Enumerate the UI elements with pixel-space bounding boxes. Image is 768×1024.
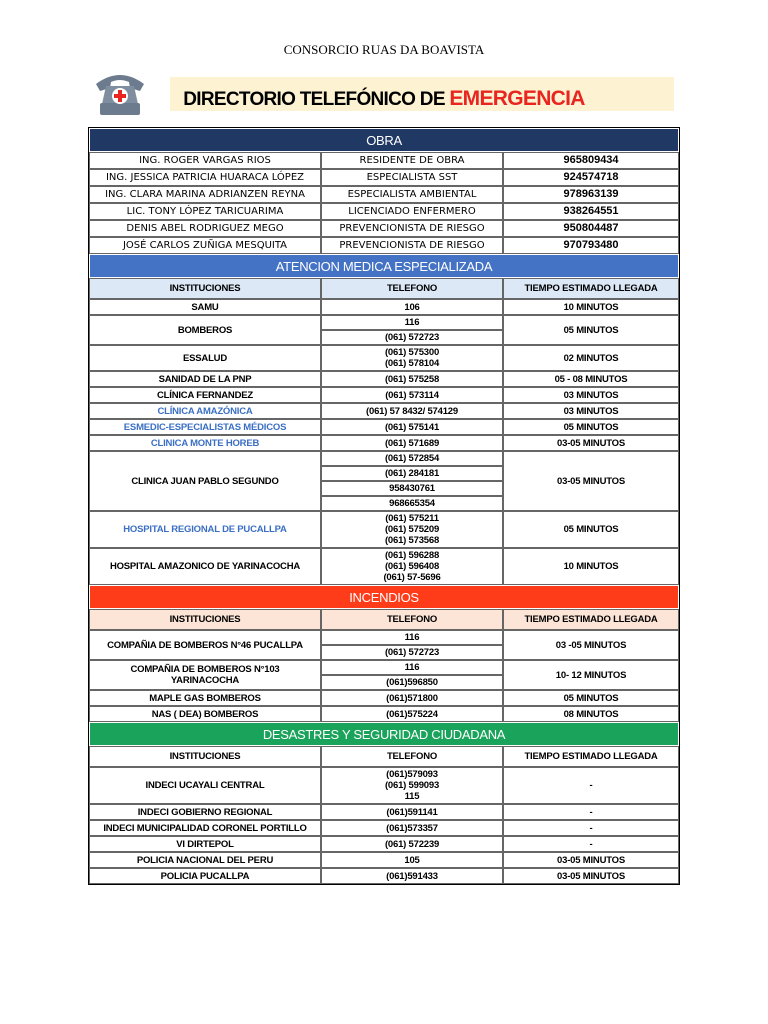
phone-number: 116 <box>321 660 503 675</box>
staff-phone: 970793480 <box>503 237 679 254</box>
staff-row <box>89 203 679 220</box>
phone-number: (061)573357 <box>321 820 503 836</box>
institution-name: CLÍNICA FERNANDEZ <box>89 387 321 403</box>
table-row <box>89 868 679 884</box>
arrival-time: 03 MINUTOS <box>503 403 679 419</box>
phone-number: 958430761 <box>321 481 503 496</box>
table-row <box>89 451 679 466</box>
institution-name: MAPLE GAS BOMBEROS <box>89 690 321 706</box>
arrival-time: 05 MINUTOS <box>503 690 679 706</box>
page-title <box>0 86 768 113</box>
section-title: DESASTRES Y SEGURIDAD CIUDADANA <box>89 722 679 746</box>
staff-role: ESPECIALISTA AMBIENTAL <box>321 186 503 203</box>
phone-number: (061) 572723 <box>321 645 503 660</box>
phone-number: (061) 575258 <box>321 371 503 387</box>
arrival-time: 03 -05 MINUTOS <box>503 630 679 660</box>
column-header-row <box>89 746 679 767</box>
table-row <box>89 315 679 330</box>
institution-name: INDECI MUNICIPALIDAD CORONEL PORTILLO <box>89 820 321 836</box>
column-header-row <box>89 609 679 630</box>
phone-number: 106 <box>321 299 503 315</box>
arrival-time: - <box>503 820 679 836</box>
institution-name: INDECI UCAYALI CENTRAL <box>89 767 321 804</box>
staff-row <box>89 186 679 203</box>
table-row <box>89 511 679 548</box>
table-row <box>89 387 679 403</box>
staff-role: ESPECIALISTA SST <box>321 169 503 186</box>
column-header-tiempo: TIEMPO ESTIMADO LLEGADA <box>503 609 679 630</box>
column-header-instituciones: INSTITUCIONES <box>89 278 321 299</box>
staff-role: PREVENCIONISTA DE RIESGO <box>321 220 503 237</box>
institution-name: ESMEDIC-ESPECIALISTAS MÉDICOS <box>89 419 321 435</box>
institution-name: COMPAÑIA DE BOMBEROS N°103 YARINACOCHA <box>89 660 321 690</box>
section-title: ATENCION MEDICA ESPECIALIZADA <box>89 254 679 278</box>
phone-number: (061) 57 8432/ 574129 <box>321 403 503 419</box>
staff-phone: 978963139 <box>503 186 679 203</box>
staff-role: PREVENCIONISTA DE RIESGO <box>321 237 503 254</box>
arrival-time: 05 MINUTOS <box>503 315 679 345</box>
column-header-instituciones: INSTITUCIONES <box>89 746 321 767</box>
institution-name: HOSPITAL AMAZONICO DE YARINACOCHA <box>89 548 321 585</box>
arrival-time: 05 - 08 MINUTOS <box>503 371 679 387</box>
table-row <box>89 804 679 820</box>
phone-number: 105 <box>321 852 503 868</box>
phone-number: (061) 572723 <box>321 330 503 345</box>
title-text: DIRECTORIO TELEFÓNICO DE <box>183 89 450 110</box>
institution-name: INDECI GOBIERNO REGIONAL <box>89 804 321 820</box>
institution-name: VI DIRTEPOL <box>89 836 321 852</box>
table-row <box>89 548 679 585</box>
section-title: OBRA <box>89 128 679 152</box>
directory-body <box>89 128 679 884</box>
arrival-time: 05 MINUTOS <box>503 419 679 435</box>
title-highlight: EMERGENCIA <box>449 87 585 110</box>
arrival-time: 10 MINUTOS <box>503 548 679 585</box>
phone-number: (061)579093 (061) 599093 115 <box>321 767 503 804</box>
column-header-instituciones: INSTITUCIONES <box>89 609 321 630</box>
column-header-tiempo: TIEMPO ESTIMADO LLEGADA <box>503 278 679 299</box>
arrival-time: 03 MINUTOS <box>503 387 679 403</box>
column-header-telefono: TELEFONO <box>321 278 503 299</box>
arrival-time: 05 MINUTOS <box>503 511 679 548</box>
institution-name: CLÍNICA AMAZÓNICA <box>89 403 321 419</box>
table-row <box>89 345 679 371</box>
arrival-time: 02 MINUTOS <box>503 345 679 371</box>
staff-name: ING. ROGER VARGAS RIOS <box>89 152 321 169</box>
table-row <box>89 630 679 645</box>
phone-number: (061)591433 <box>321 868 503 884</box>
obra-section-header <box>89 128 679 152</box>
institution-name: SANIDAD DE LA PNP <box>89 371 321 387</box>
column-header-tiempo: TIEMPO ESTIMADO LLEGADA <box>503 746 679 767</box>
staff-name: JOSÉ CARLOS ZUÑIGA MESQUITA <box>89 237 321 254</box>
staff-row <box>89 169 679 186</box>
company-name: CONSORCIO RUAS DA BOAVISTA <box>283 42 485 57</box>
column-header-telefono: TELEFONO <box>321 746 503 767</box>
arrival-time: 03-05 MINUTOS <box>503 868 679 884</box>
phone-number: (061)571800 <box>321 690 503 706</box>
institution-name: HOSPITAL REGIONAL DE PUCALLPA <box>89 511 321 548</box>
staff-name: ING. JESSICA PATRICIA HUARACA LÓPEZ <box>89 169 321 186</box>
phone-number: (061)596850 <box>321 675 503 690</box>
table-row <box>89 767 679 804</box>
staff-row <box>89 220 679 237</box>
table-row <box>89 371 679 387</box>
phone-number: (061) 575300 (061) 578104 <box>321 345 503 371</box>
table-row <box>89 403 679 419</box>
institution-name: CLINICA JUAN PABLO SEGUNDO <box>89 451 321 511</box>
incendios-section-header <box>89 585 679 609</box>
phone-number: (061)591141 <box>321 804 503 820</box>
staff-row <box>89 237 679 254</box>
institution-name: POLICIA NACIONAL DEL PERU <box>89 852 321 868</box>
institution-name: COMPAÑIA DE BOMBEROS N°46 PUCALLPA <box>89 630 321 660</box>
emergency-directory-table <box>88 127 680 885</box>
staff-role: LICENCIADO ENFERMERO <box>321 203 503 220</box>
arrival-time: 03-05 MINUTOS <box>503 852 679 868</box>
desastres-section-header <box>89 722 679 746</box>
institution-name: NAS ( DEA) BOMBEROS <box>89 706 321 722</box>
section-title: INCENDIOS <box>89 585 679 609</box>
institution-name: BOMBEROS <box>89 315 321 345</box>
phone-number: (061) 571689 <box>321 435 503 451</box>
staff-phone: 938264551 <box>503 203 679 220</box>
table-row <box>89 299 679 315</box>
table-row <box>89 690 679 706</box>
phone-number: 116 <box>321 315 503 330</box>
column-header-row <box>89 278 679 299</box>
staff-name: DENIS ABEL RODRIGUEZ MEGO <box>89 220 321 237</box>
arrival-time: 10- 12 MINUTOS <box>503 660 679 690</box>
arrival-time: 08 MINUTOS <box>503 706 679 722</box>
institution-name: ESSALUD <box>89 345 321 371</box>
table-row <box>89 660 679 675</box>
phone-number: (061) 572239 <box>321 836 503 852</box>
arrival-time: 03-05 MINUTOS <box>503 451 679 511</box>
institution-name: SAMU <box>89 299 321 315</box>
staff-row <box>89 152 679 169</box>
staff-name: ING. CLARA MARINA ADRIANZEN REYNA <box>89 186 321 203</box>
medica-section-header <box>89 254 679 278</box>
institution-name: CLINICA MONTE HOREB <box>89 435 321 451</box>
phone-number: (061) 575211 (061) 575209 (061) 573568 <box>321 511 503 548</box>
column-header-telefono: TELEFONO <box>321 609 503 630</box>
arrival-time: - <box>503 804 679 820</box>
staff-phone: 924574718 <box>503 169 679 186</box>
phone-number: 116 <box>321 630 503 645</box>
arrival-time: 03-05 MINUTOS <box>503 435 679 451</box>
phone-number: (061) 572854 <box>321 451 503 466</box>
institution-name: POLICIA PUCALLPA <box>89 868 321 884</box>
table-row <box>89 852 679 868</box>
arrival-time: - <box>503 767 679 804</box>
staff-phone: 950804487 <box>503 220 679 237</box>
arrival-time: - <box>503 836 679 852</box>
arrival-time: 10 MINUTOS <box>503 299 679 315</box>
phone-number: (061) 596288 (061) 596408 (061) 57-5696 <box>321 548 503 585</box>
staff-name: LIC. TONY LÓPEZ TARICUARIMA <box>89 203 321 220</box>
table-row <box>89 419 679 435</box>
staff-phone: 965809434 <box>503 152 679 169</box>
phone-number: 968665354 <box>321 496 503 511</box>
phone-number: (061)575224 <box>321 706 503 722</box>
table-row <box>89 820 679 836</box>
phone-number: (061) 573114 <box>321 387 503 403</box>
phone-number: (061) 284181 <box>321 466 503 481</box>
table-row <box>89 836 679 852</box>
table-row <box>89 706 679 722</box>
phone-number: (061) 575141 <box>321 419 503 435</box>
staff-role: RESIDENTE DE OBRA <box>321 152 503 169</box>
table-row <box>89 435 679 451</box>
